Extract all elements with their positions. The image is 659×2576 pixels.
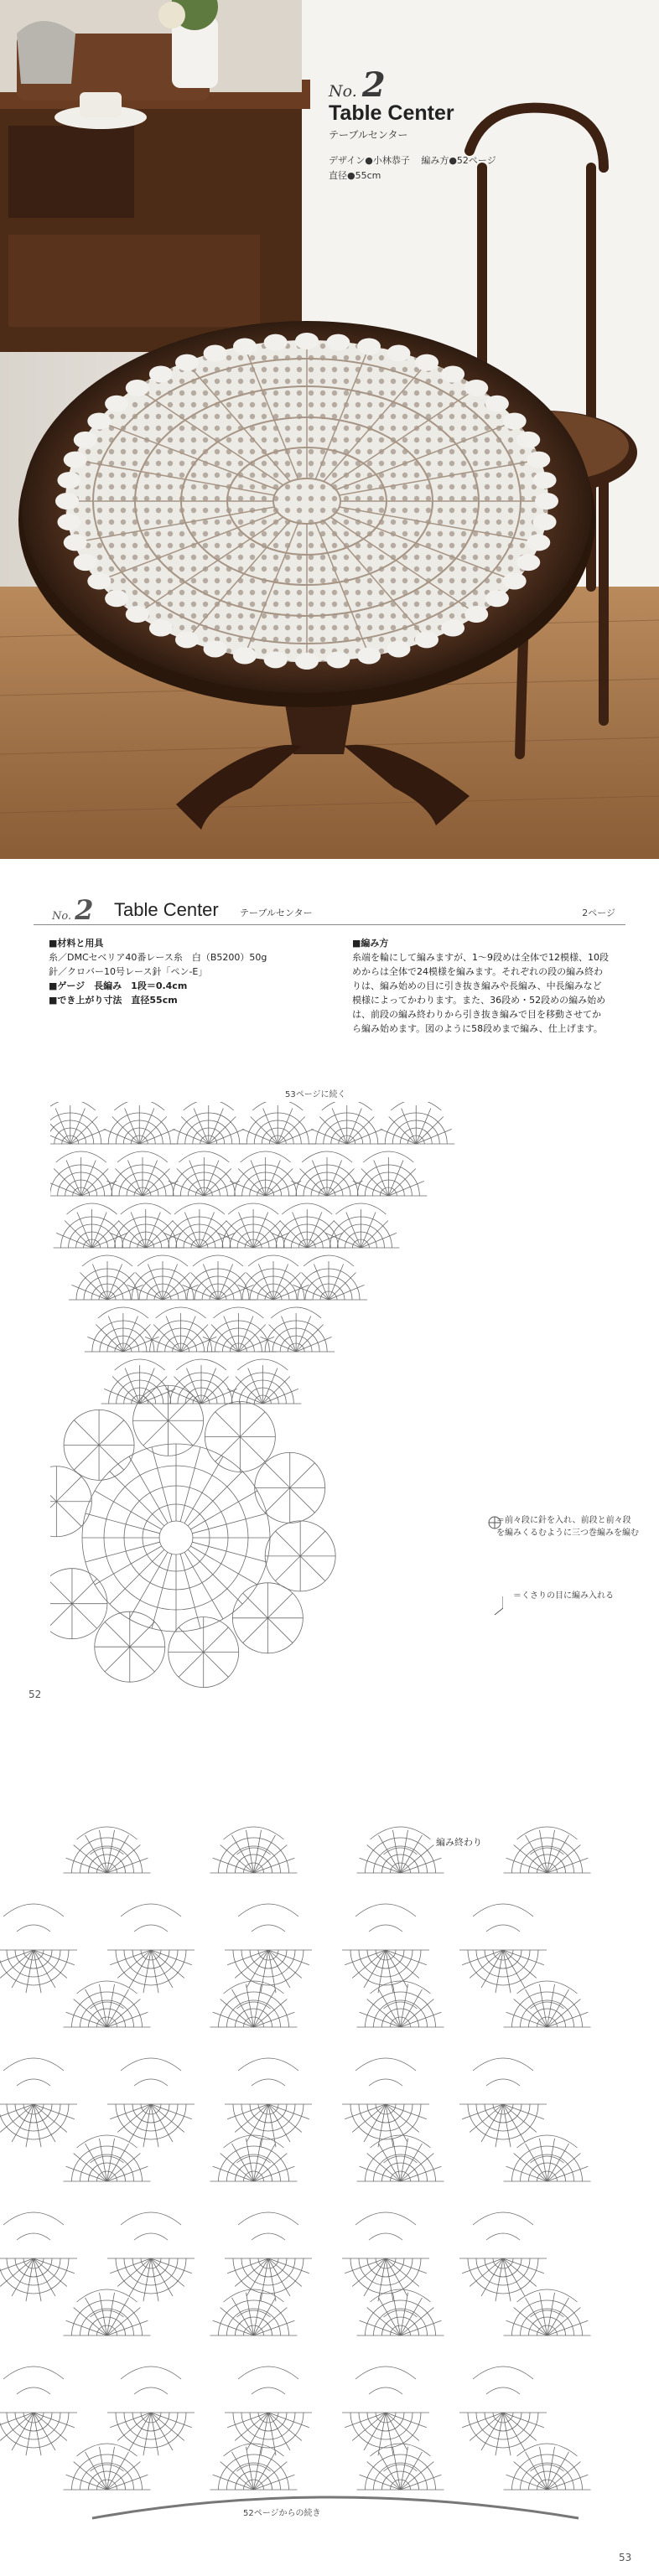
- method-line: は、前段の編み終わりから引き抜き編みで目を移動させてか: [352, 1009, 601, 1020]
- materials-line-yarn: 糸／DMCセベリア40番レース糸 白（B5200）50g: [49, 952, 267, 963]
- method-line: ら編み始めます。図のように58段めまで編み、仕上げます。: [352, 1023, 603, 1034]
- page-number-52: 52: [29, 1689, 42, 1700]
- symbol-note-triple-treble: ＝前々段に針を入れ、前段と前々段を編みくるむように三つ巻編みを編む: [496, 1516, 639, 1538]
- chart-page-53: [0, 1722, 659, 2576]
- crochet-chart-lower: [50, 1102, 503, 1689]
- symbol-note-chain-space: ＝くさりの目に編み入れる: [513, 1591, 614, 1601]
- pattern-number-value: 2: [361, 65, 386, 105]
- continued-from-note: 52ページからの続き: [243, 2509, 321, 2518]
- pattern-number: [329, 65, 547, 105]
- method-heading: ■編み方: [352, 938, 389, 949]
- continue-note: 53ページに続く: [285, 1090, 346, 1099]
- design-credit: デザイン●小林恭子: [329, 155, 410, 166]
- materials-line-hook: 針／クロバー10号レース針「ペン-E」: [49, 966, 208, 977]
- chart-title-jp: テーブルセンター: [240, 908, 313, 918]
- chart-title-en: Table Center: [114, 899, 219, 920]
- materials-section: [49, 936, 325, 1007]
- gauge-line: ■ゲージ 長編み 1段＝0.4cm: [49, 980, 188, 991]
- photo-title-block: [329, 65, 547, 184]
- materials-heading: ■材料と用具: [49, 938, 104, 949]
- chart-page-52: [0, 859, 659, 1722]
- page-number-53: 53: [619, 2552, 632, 2563]
- finished-size: 直径●55cm: [329, 170, 381, 181]
- end-of-work-note: 編み終わり: [436, 1837, 482, 1848]
- finished-size-line: ■でき上がり寸法 直径55cm: [49, 995, 178, 1006]
- chart-page-header: [34, 884, 625, 925]
- chart-pattern-number-prefix: No.: [52, 910, 72, 923]
- photo-title-en: Table Center: [329, 101, 454, 125]
- method-line: 模様によってかわります。また、36段め・52段めの編み始め: [352, 995, 606, 1006]
- photo-page: [0, 0, 659, 859]
- method-section: [352, 936, 654, 1036]
- photo-meta: [329, 153, 547, 184]
- photo-title-jp: テーブルセンター: [329, 129, 408, 141]
- howto-page-ref: 編み方●52ページ: [421, 155, 496, 166]
- pattern-number-prefix: No.: [329, 82, 357, 101]
- crochet-chart-upper: [0, 1789, 659, 2527]
- method-line: 糸端を輪にして編みますが、1〜9段めは全体で12模様、10段: [352, 952, 609, 963]
- chart-pattern-number: [52, 894, 94, 926]
- chart-pattern-number-value: 2: [75, 894, 94, 926]
- photo-page-ref: 2ページ: [582, 908, 615, 918]
- method-line: りは、編み始めの目に引き抜き編みや長編み、中長編みなど: [352, 980, 602, 991]
- method-line: めからは全体で24模様を編みます。それぞれの段の編み終わ: [352, 966, 604, 977]
